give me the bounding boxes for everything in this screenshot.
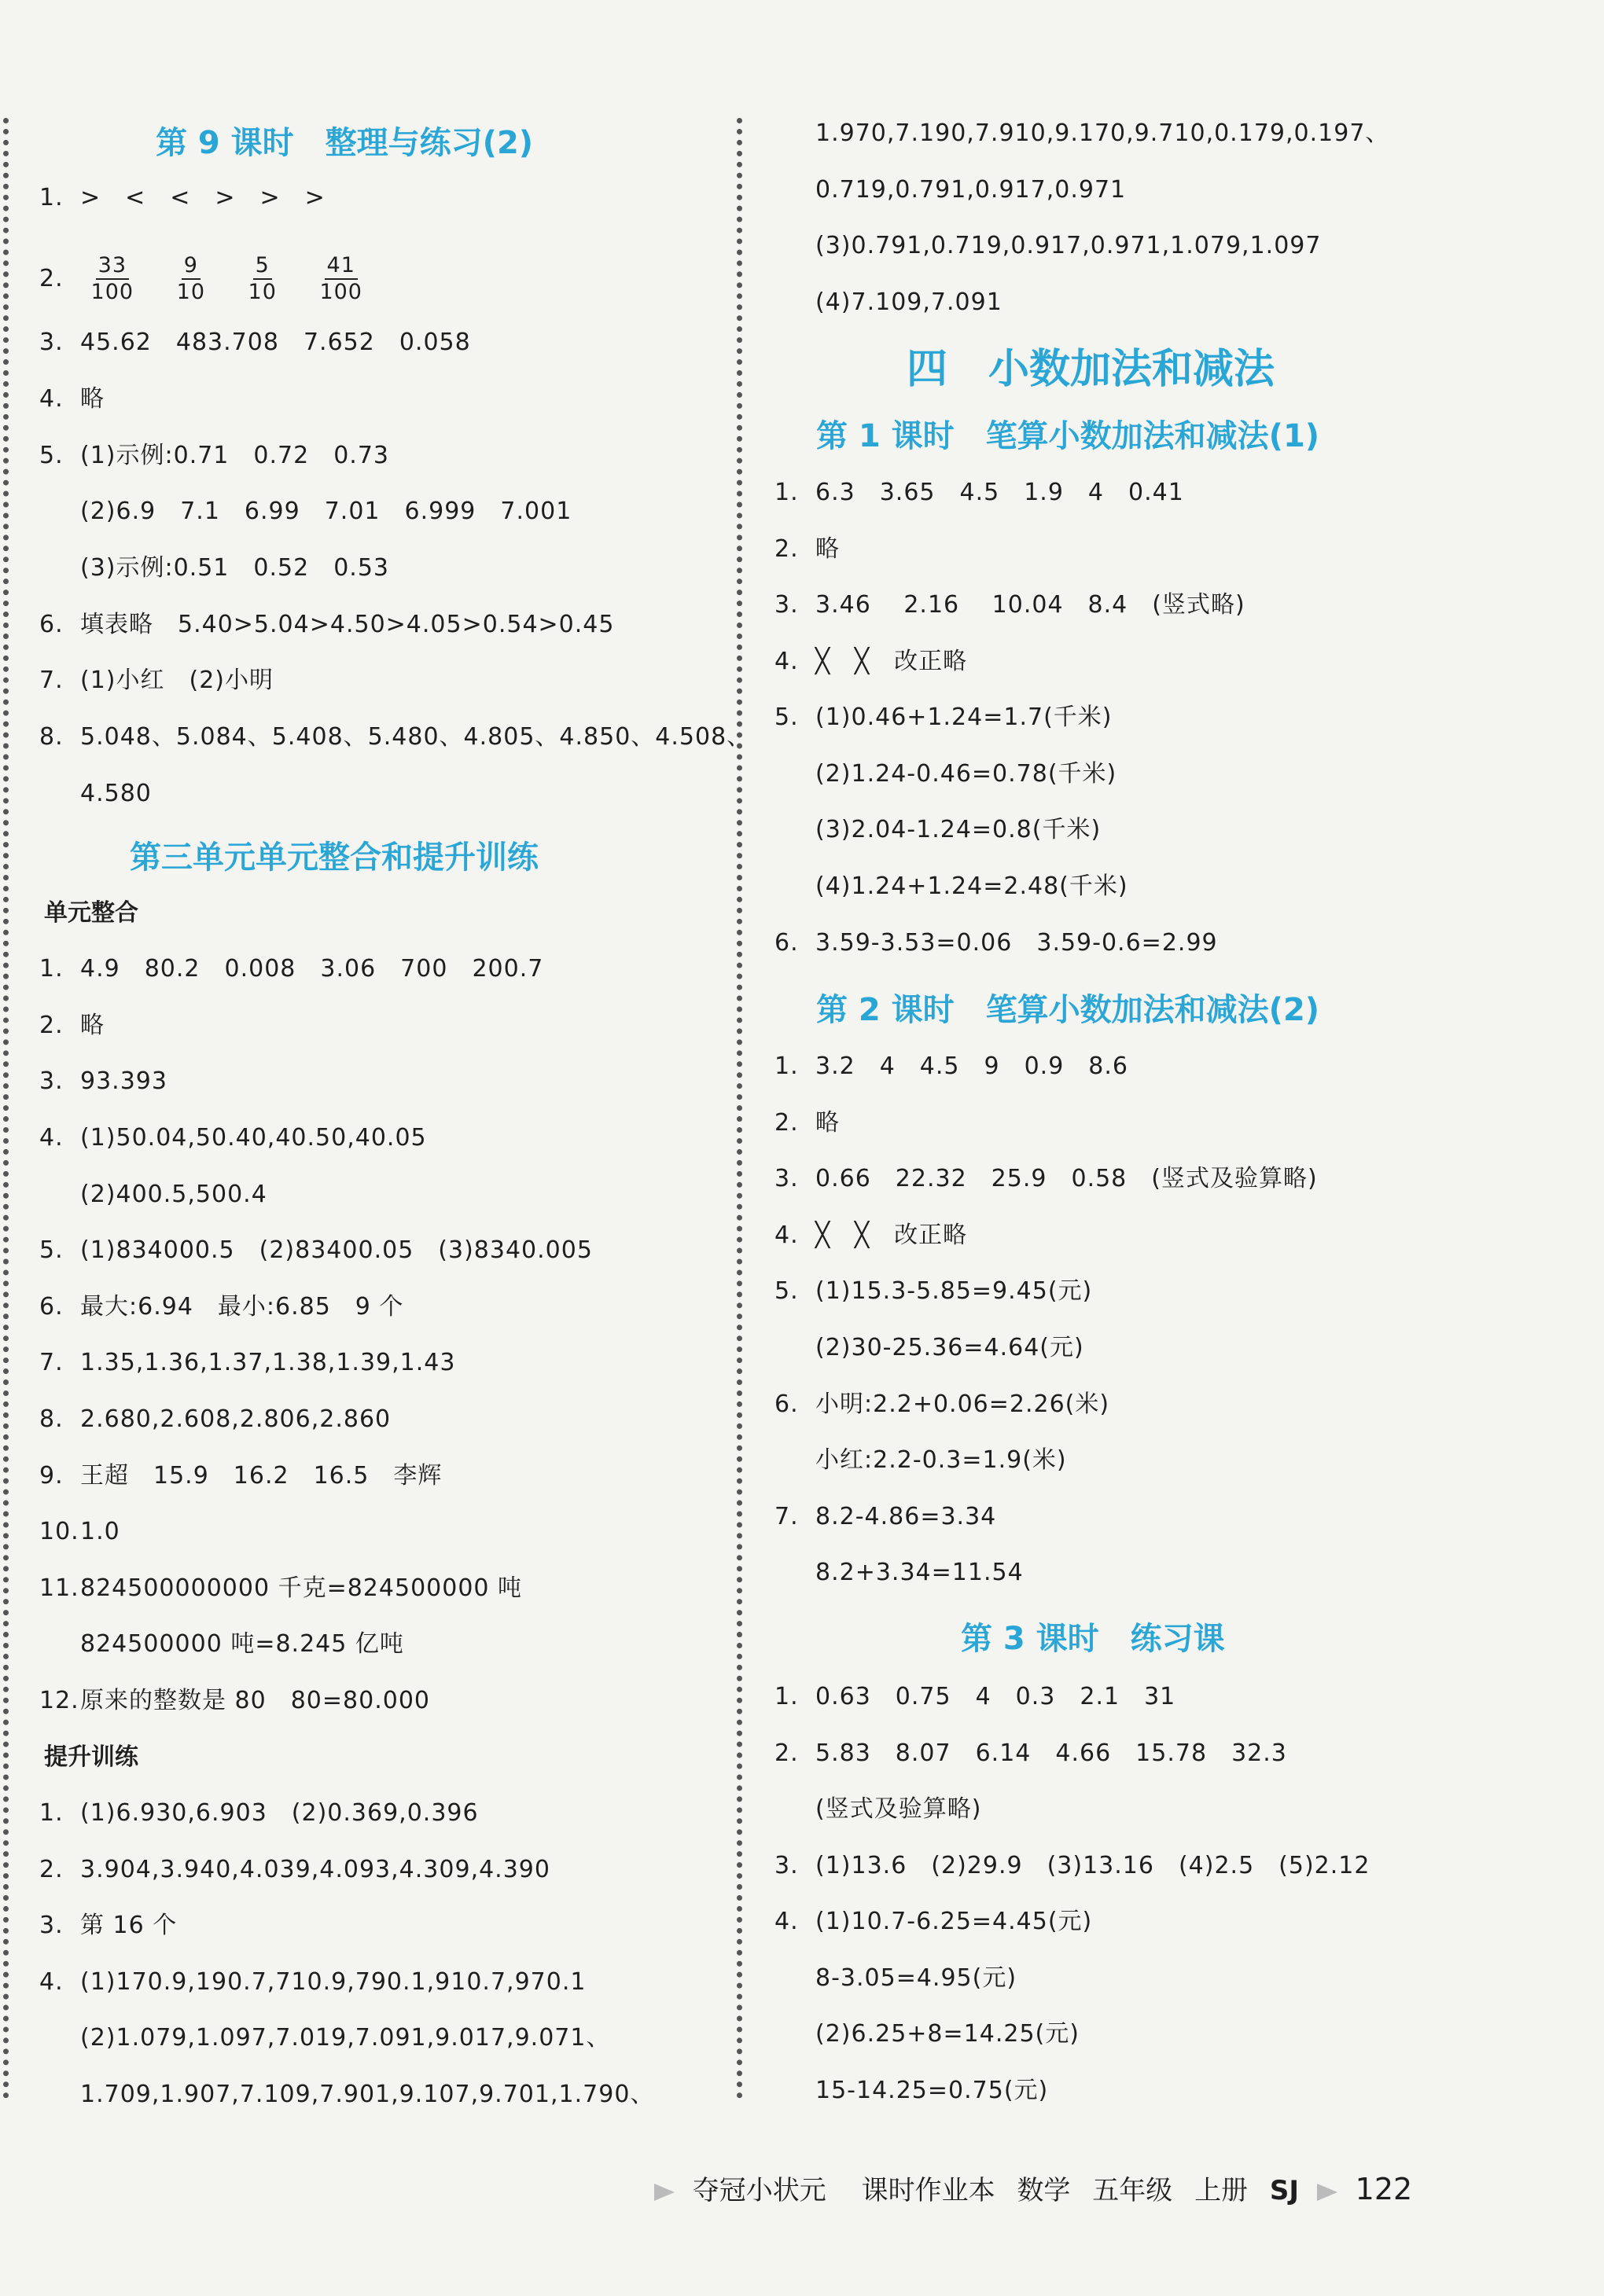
- answer-line: 小红:2.2-0.3=1.9(米): [815, 1446, 1067, 1474]
- answer-line: 824500000 吨=8.245 亿吨: [80, 1630, 404, 1658]
- unit3-title: 第三单元单元整合和提升训练: [130, 839, 539, 876]
- section-label: 提升训练: [44, 1743, 138, 1771]
- answer-line: (4)1.24+1.24=2.48(千米): [815, 872, 1128, 900]
- answer-line: 1.970,7.190,7.910,9.170,9.710,0.179,0.197、: [815, 119, 1390, 147]
- answer-line: 5. (1)0.46+1.24=1.7(千米): [774, 703, 1113, 731]
- answer-line: 1. 6.3 3.65 4.5 1.9 4 0.41: [774, 479, 1184, 506]
- answer-line: (2)6.9 7.1 6.99 7.01 6.999 7.001: [80, 498, 572, 525]
- answer-line: 1. 0.63 0.75 4 0.3 2.1 31: [774, 1683, 1176, 1710]
- fraction: $\frac{5}{10}$: [248, 253, 277, 304]
- lesson9-title: 第 9 课时 整理与练习(2): [156, 125, 534, 161]
- answer-line: (2)400.5,500.4: [80, 1181, 267, 1208]
- answer-line: 2. 略: [39, 1012, 105, 1039]
- answer-line: 5. (1)834000.5 (2)83400.05 (3)8340.005: [39, 1236, 593, 1264]
- arrow-right-icon: [654, 2184, 675, 2201]
- arrow-right-icon: [1317, 2184, 1337, 2201]
- answer-line: 5. (1)示例:0.71 0.72 0.73: [39, 442, 389, 469]
- section-label: 单元整合: [44, 899, 138, 927]
- answer-line: (2)30-25.36=4.64(元): [815, 1334, 1084, 1361]
- answer-line: 6. 填表略 5.40>5.04>4.50>4.05>0.54>0.45: [39, 611, 615, 638]
- answer-line: 6. 最大:6.94 最小:6.85 9 个: [39, 1293, 404, 1321]
- answer-line: 3. 第 16 个: [39, 1912, 178, 1939]
- answer-line: 2. 略: [774, 1109, 840, 1137]
- answer-line: (竖式及验算略): [815, 1795, 982, 1823]
- answer-line: 8. 5.048、5.084、5.408、5.480、4.805、4.850、4.508、: [39, 723, 752, 751]
- answer-line: 3. 3.46 2.16 10.04 8.4 (竖式略): [774, 591, 1245, 619]
- answer-line: 8-3.05=4.95(元): [815, 1964, 1017, 1992]
- footer-grade: 五年级: [1092, 2175, 1173, 2206]
- answer-line: (4)7.109,7.091: [815, 288, 1002, 316]
- footer-subject: 数学: [1017, 2175, 1071, 2206]
- answer-line: (2)1.24-0.46=0.78(千米): [815, 760, 1117, 788]
- answer-line: 4. (1)170.9,190.7,710.9,790.1,910.7,970.1: [39, 1968, 587, 1996]
- answer-line: 2. 略: [774, 535, 840, 563]
- answer-line: 4.580: [80, 780, 152, 807]
- footer-brand: 夺冠小状元: [692, 2175, 826, 2206]
- answer-line: 1. (1)6.930,6.903 (2)0.369,0.396: [39, 1799, 479, 1827]
- page-number: 122: [1355, 2172, 1413, 2206]
- footer-edition: SJ: [1269, 2175, 1300, 2206]
- answer-line: 12.原来的整数是 80 80=80.000: [39, 1687, 430, 1714]
- answer-line: 4. (1)10.7-6.25=4.45(元): [774, 1908, 1093, 1935]
- chapter-title: 四 小数加法和减法: [907, 346, 1275, 393]
- answer-line: (3)0.791,0.719,0.917,0.971,1.079,1.097: [815, 232, 1322, 259]
- answer-line: 7. 8.2-4.86=3.34: [774, 1503, 997, 1530]
- answer-line: 4. (1)50.04,50.40,40.50,40.05: [39, 1124, 427, 1152]
- page-footer: [645, 2166, 1573, 2213]
- left-binding-dots: [3, 118, 9, 2099]
- answer-line: (3)示例:0.51 0.52 0.53: [80, 554, 389, 582]
- answer-line: 0.719,0.791,0.917,0.971: [815, 176, 1127, 204]
- answer-line: 8. 2.680,2.608,2.806,2.860: [39, 1405, 392, 1433]
- answer-line-fractions: 2. $\frac{33}{100}$ $\frac{9}{10}$ $\frac{5}{10}$ $\frac{41}{100}$: [39, 253, 395, 305]
- answer-line: 3. 45.62 483.708 7.652 0.058: [39, 329, 471, 356]
- answer-line: 3. 0.66 22.32 25.9 0.58 (竖式及验算略): [774, 1165, 1318, 1192]
- answer-line: 1. > < < > > >: [39, 184, 326, 211]
- answer-line: (2)6.25+8=14.25(元): [815, 2020, 1080, 2048]
- answer-line: 6. 小明:2.2+0.06=2.26(米): [774, 1390, 1110, 1418]
- lesson1-title: 第 1 课时 笔算小数加法和减法(1): [816, 418, 1320, 454]
- fraction: $\frac{9}{10}$: [176, 253, 205, 304]
- answer-line: 1.709,1.907,7.109,7.901,9.107,9.701,1.790、: [80, 2081, 655, 2108]
- footer-term: 上册: [1194, 2175, 1249, 2206]
- answer-line: 7. (1)小红 (2)小明: [39, 667, 274, 694]
- answer-line: 15-14.25=0.75(元): [815, 2077, 1049, 2104]
- answer-line: 7. 1.35,1.36,1.37,1.38,1.39,1.43: [39, 1349, 456, 1376]
- answer-line: 11.824500000000 千克=824500000 吨: [39, 1574, 523, 1602]
- lesson3-title: 第 3 课时 练习课: [961, 1621, 1225, 1657]
- answer-line: 6. 3.59-3.53=0.06 3.59-0.6=2.99: [774, 929, 1218, 957]
- answer-line: 9. 王超 15.9 16.2 16.5 李辉: [39, 1462, 443, 1490]
- answer-line: 10.1.0: [39, 1518, 120, 1545]
- fraction: $\frac{41}{100}$: [319, 253, 362, 304]
- answer-line: 1. 4.9 80.2 0.008 3.06 700 200.7: [39, 955, 544, 983]
- answer-line: 5. (1)15.3-5.85=9.45(元): [774, 1277, 1093, 1305]
- answer-line: (2)1.079,1.097,7.019,7.091,9.017,9.071、: [80, 2024, 611, 2052]
- answer-line: 1. 3.2 4 4.5 9 0.9 8.6: [774, 1052, 1129, 1080]
- answer-line: 2. 3.904,3.940,4.039,4.093,4.309,4.390: [39, 1856, 550, 1883]
- answer-line: 4. ╳ ╳ 改正略: [774, 648, 968, 675]
- answer-line: 8.2+3.34=11.54: [815, 1559, 1024, 1586]
- answer-line: 3. (1)13.6 (2)29.9 (3)13.16 (4)2.5 (5)2.12: [774, 1852, 1370, 1879]
- center-binding-dots: [737, 118, 742, 2099]
- answer-line: (3)2.04-1.24=0.8(千米): [815, 816, 1102, 843]
- answer-line: 4. ╳ ╳ 改正略: [774, 1221, 968, 1249]
- answer-line: 2. 5.83 8.07 6.14 4.66 15.78 32.3: [774, 1739, 1287, 1767]
- footer-book: 课时作业本: [861, 2175, 995, 2206]
- lesson2-title: 第 2 课时 笔算小数加法和减法(2): [816, 992, 1320, 1028]
- answer-line: 4. 略: [39, 385, 105, 413]
- answer-line: 3. 93.393: [39, 1067, 167, 1095]
- fraction: $\frac{33}{100}$: [90, 253, 134, 304]
